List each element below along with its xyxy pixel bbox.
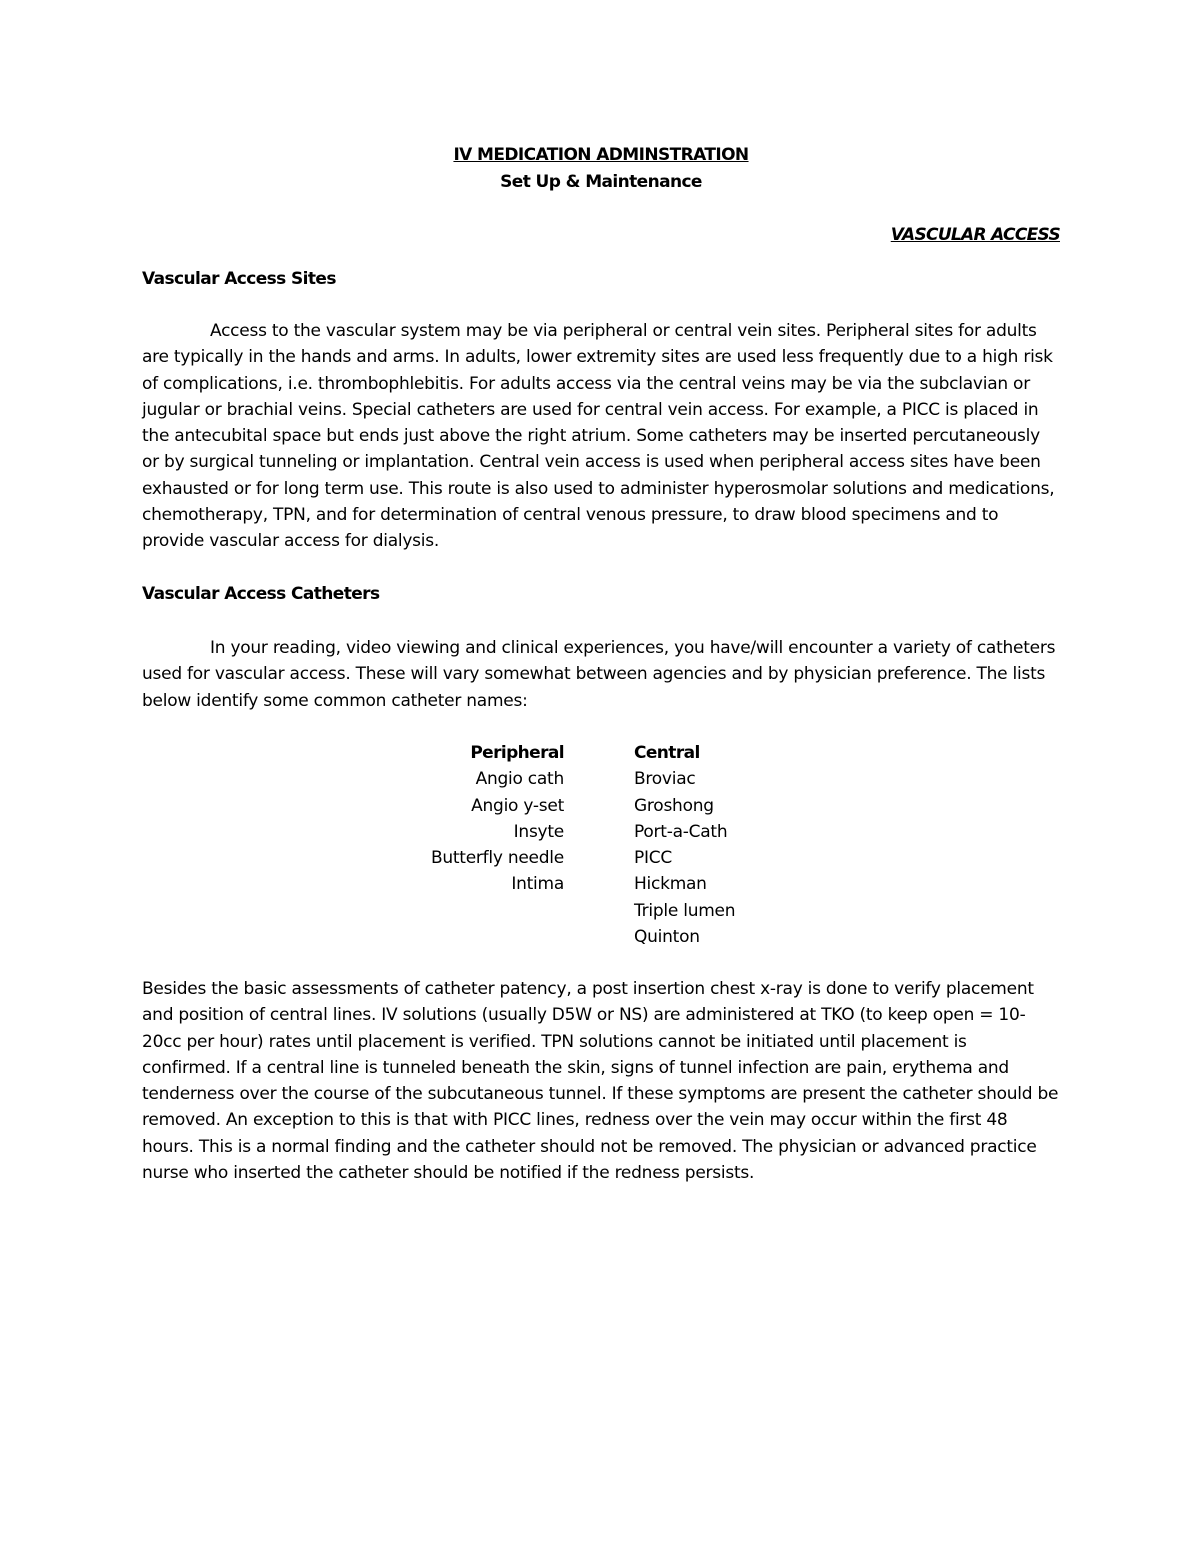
section-label: VASCULAR ACCESS [890,225,1060,245]
paragraph [142,635,1060,714]
central-item: PICC [634,848,673,869]
central-item: Triple lumen [634,900,736,921]
central-item: Port-a-Cath [634,821,728,842]
central-item: Quinton [634,927,700,948]
closing-paragraph: Besides the basic assessments of catheter patency, a post insertion chest x-ray is done to verify placement and position of central lines. IV solutions (usually D5W or NS) are administered at TKO (to keep open = 10-20cc per hour) rates until placement is verified. TPN solutions cannot be initiated until placement is confirmed. If a central line is tunneled beneath the skin, signs of tunnel infection are pain, erythema and tenderness over the course of the subcutaneous tunnel. If these symptoms are present the catheter should be removed. An exception to this is that with PICC lines, redness over the vein may occur within the first 48 hours. This is a normal finding and the catheter should not be removed. The physician or advanced practice nurse who inserted the catheter should be notified if the redness persists. [142,979,1059,1184]
central-column [634,740,884,950]
central-item: Broviac [634,769,696,790]
paragraph-text: In your reading, video viewing and clinical experiences, you have/will encounter a variety of catheters used for vascular access. These will vary somewhat between agencies and by physician preference. The lists below identify some common catheter names: [142,638,1056,711]
peripheral-column [364,740,564,898]
section-heading: Vascular Access Catheters [142,584,380,604]
peripheral-item: Insyte [513,821,564,842]
peripheral-header: Peripheral [470,743,564,763]
peripheral-item: Angio cath [475,769,564,790]
section-heading: Vascular Access Sites [142,269,336,289]
central-header: Central [634,743,700,763]
peripheral-item: Butterfly needle [430,848,564,869]
document-subtitle: Set Up & Maintenance [500,172,702,192]
paragraph [142,318,1060,555]
peripheral-item: Intima [511,874,564,895]
document-title: IV MEDICATION ADMINSTRATION [453,145,749,165]
central-item: Groshong [634,795,714,816]
central-item: Hickman [634,874,707,895]
peripheral-item: Angio y-set [471,795,564,816]
paragraph-text: Access to the vascular system may be via peripheral or central vein sites. Peripheral sites for adults are typically in the hands and arms. In adults, lower extremity sites are used less frequently due to a high risk of complications, i.e. thrombophlebitis. For adults access via the central veins may be via the subclavian or jugular or brachial veins. Special catheters are used for central vein access. For example, a PICC is placed in the antecubital space but ends just above the right atrium. Some catheters may be inserted percutaneously or by surgical tunneling or implantation. Central vein access is used when peripheral access sites have been exhausted or for long term use. This route is also used to administer hyperosmolar solutions and medications, chemotherapy, TPN, and for determination of central venous pressure, to draw blood specimens and to provide vascular access for dialysis. [142,321,1055,552]
